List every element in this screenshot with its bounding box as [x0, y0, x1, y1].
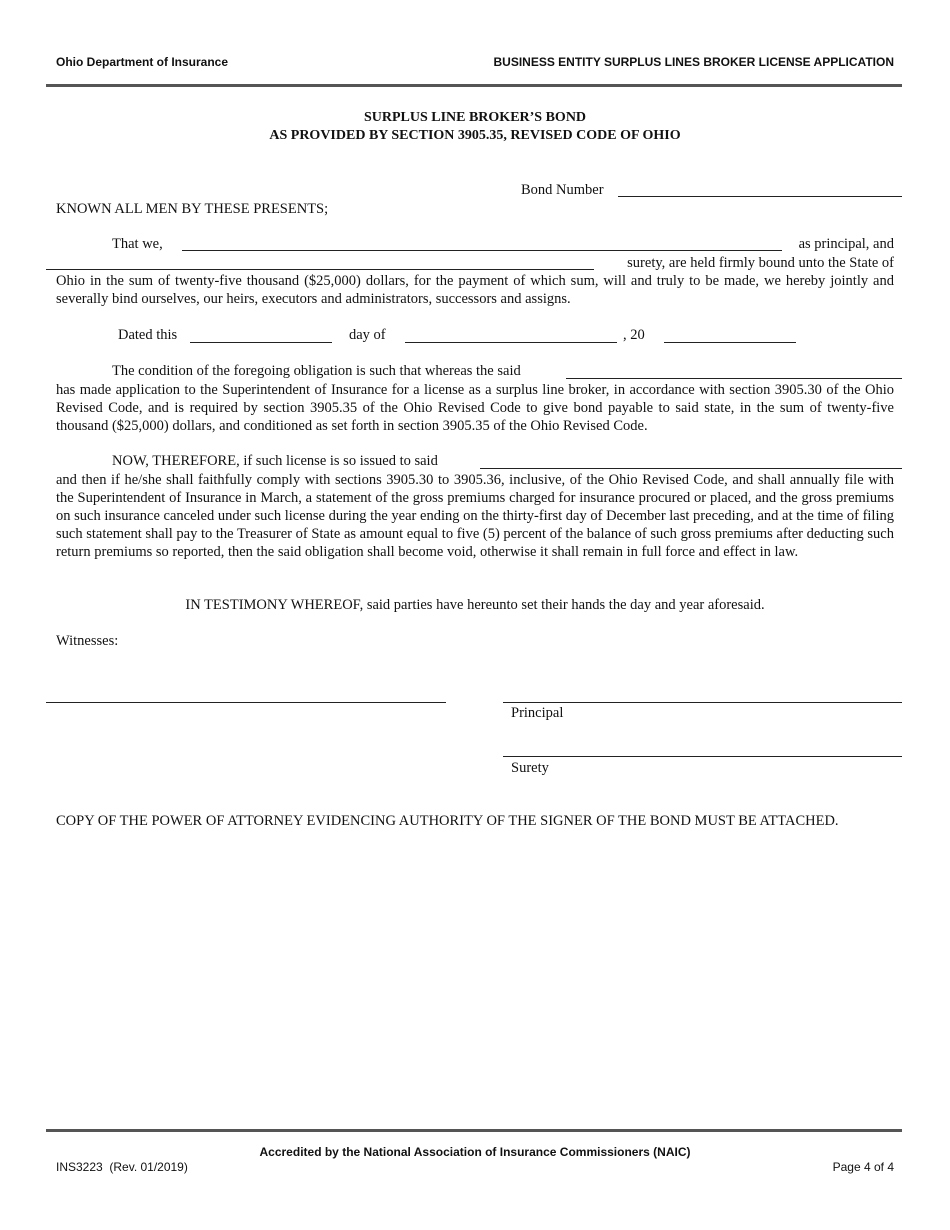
- bind-paragraph: Ohio in the sum of twenty-five thousand ($25,000) dollars, for the payment of which sum, will and truly to be made, we hereby jointly and severally bind ourselves, our heirs, executors and administrators, successors and assigns.: [56, 273, 894, 307]
- power-of-attorney-notice: COPY OF THE POWER OF ATTORNEY EVIDENCING AUTHORITY OF THE SIGNER OF THE BOND MUST BE ATTACHED.: [56, 813, 839, 829]
- principal-name-field[interactable]: [182, 250, 782, 251]
- witness-signature-line[interactable]: [46, 702, 446, 703]
- surety-name-field[interactable]: [46, 269, 594, 270]
- witnesses-label: Witnesses:: [56, 633, 119, 649]
- dated-label: Dated this: [118, 327, 178, 343]
- that-we-label: That we,: [112, 236, 163, 252]
- as-principal-text: as principal, and: [798, 236, 894, 252]
- bond-title: SURPLUS LINE BROKER’S BOND: [363, 110, 587, 125]
- condition-lead: The condition of the foregoing obligation is such that whereas the said: [112, 363, 521, 379]
- form-id: INS3223 (Rev. 01/2019): [56, 1160, 188, 1174]
- surety-label: Surety: [511, 760, 549, 776]
- condition-party-field[interactable]: [566, 378, 902, 379]
- dated-day-field[interactable]: [190, 342, 332, 343]
- surety-bound-text: surety, are held firmly bound unto the State of: [627, 255, 894, 271]
- form-title: BUSINESS ENTITY SURPLUS LINES BROKER LICENSE APPLICATION: [493, 55, 894, 69]
- dated-year-field[interactable]: [664, 342, 796, 343]
- therefore-paragraph: and then if he/she shall faithfully comply with sections 3905.30 to 3905.36, inclusive, of the Ohio Revised Code, and shall annually file with the Superintendent of Insurance in March, a statement of the gross premiums charged for insurance procured or placed, and the gross premiums on such insurance canceled under such license during the year ending on the thirty-first day of December last preceding, and at the time of filing such statement shall pay to the Treasurer of State as amount equal to five (5) percent of the balance of such gross premiums after deducting such return premiums so reported, then the said obligation shall become void, otherwise it shall remain in full force and effect in law.: [56, 472, 894, 560]
- bond-subtitle: AS PROVIDED BY SECTION 3905.35, REVISED CODE OF OHIO: [269, 128, 681, 143]
- accreditation-text: Accredited by the National Association of Insurance Commissioners (NAIC): [259, 1145, 691, 1159]
- surety-signature-line[interactable]: [503, 756, 902, 757]
- year-prefix-label: , 20: [623, 327, 645, 343]
- dated-month-field[interactable]: [405, 342, 617, 343]
- page-number: Page 4 of 4: [832, 1160, 894, 1174]
- licensee-name-field[interactable]: [480, 468, 902, 469]
- condition-paragraph: has made application to the Superintendent of Insurance for a license as a surplus line broker, in accordance with section 3905.30 of the Ohio Revised Code, and is required by section 3905.35 of the Ohio Revised Code to give bond payable to said state, in the sum of twenty-five thousand ($25,000) dollars, and conditioned as set forth in section 3905.35 of the Ohio Revised Code.: [56, 382, 894, 434]
- agency-name: Ohio Department of Insurance: [56, 55, 229, 69]
- principal-signature-line[interactable]: [503, 702, 902, 703]
- header-divider: [46, 84, 902, 87]
- bond-number-label: Bond Number: [521, 182, 604, 198]
- principal-label: Principal: [511, 705, 564, 721]
- therefore-lead: NOW, THEREFORE, if such license is so issued to said: [112, 453, 438, 469]
- day-of-label: day of: [349, 327, 386, 343]
- testimony-text: IN TESTIMONY WHEREOF, said parties have hereunto set their hands the day and year aforesaid.: [185, 597, 765, 613]
- footer-divider: [46, 1129, 902, 1132]
- known-all-text: KNOWN ALL MEN BY THESE PRESENTS;: [56, 201, 329, 217]
- bond-number-field[interactable]: [618, 196, 902, 197]
